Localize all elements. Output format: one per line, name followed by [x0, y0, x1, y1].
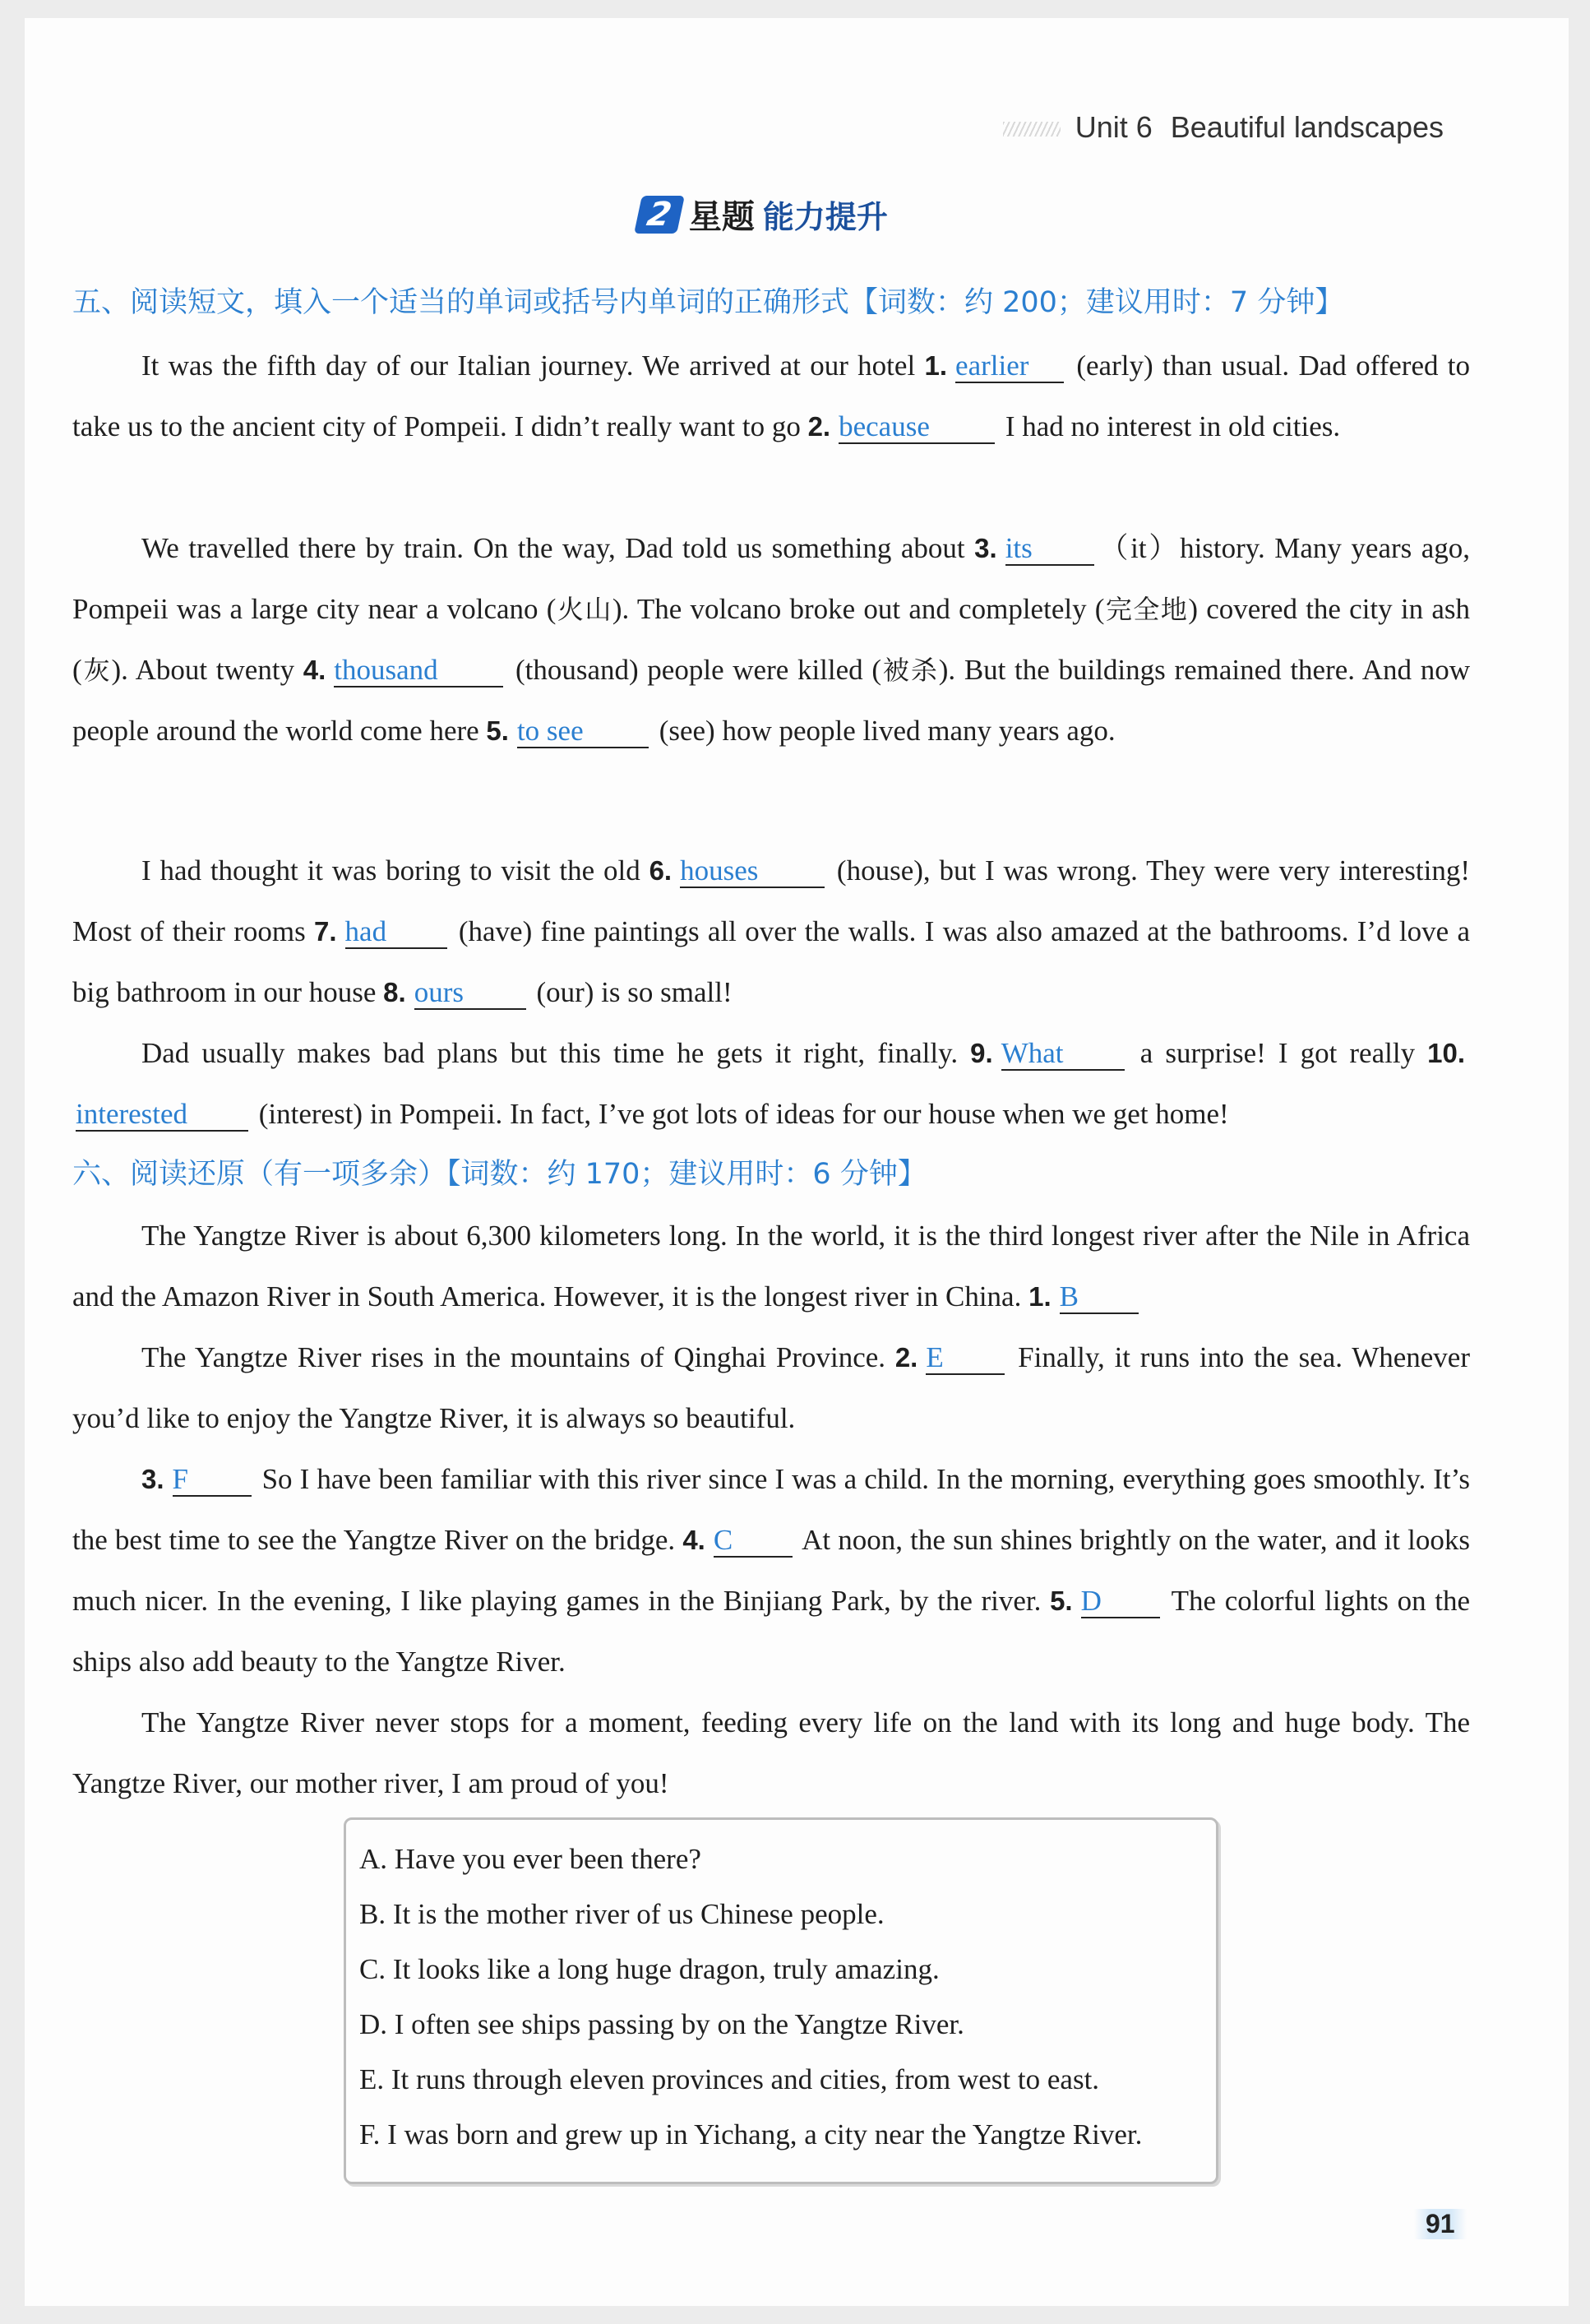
header-unit: Unit 6 [1075, 110, 1153, 144]
answer-blank[interactable]: houses [680, 855, 825, 888]
answer-blank[interactable]: to see [517, 715, 649, 748]
text: (house), but I was wrong. They were very interesting! Most of their rooms [72, 854, 1471, 947]
text: ). About twenty [111, 654, 295, 686]
header-hatch-decoration [1003, 122, 1061, 137]
answer-blank[interactable]: ours [414, 977, 526, 1010]
text: (our) is so small! [536, 976, 733, 1008]
text: (see) how people lived many years ago. [659, 715, 1116, 747]
running-header [1003, 110, 1444, 145]
answer-blank[interactable]: had [345, 916, 447, 949]
section-6-paragraph-4 [72, 1692, 1470, 1814]
blank-number: 5. [1050, 1586, 1073, 1616]
text: At noon, the sun shines brightly on the water, and it looks much nicer. In the evening, I like playing games in the Binjiang Park, by the river. [72, 1524, 1470, 1617]
answer-blank[interactable]: its [1005, 533, 1094, 566]
text: (thousand) people were killed ( [515, 654, 881, 686]
section-5-title: 五、阅读短文，填入一个适当的单词或括号内单词的正确形式【词数：约 200；建议用时：7 分钟】 [72, 286, 1344, 319]
section-6-paragraph-2 [72, 1327, 1470, 1449]
text: ). But the buildings remained there. And now people around the world come here [72, 654, 1470, 747]
text: (early) than usual. Dad offered to take us to the ancient city of Pompeii. I didn’t really want to go [72, 350, 1471, 442]
section-6-title: 六、阅读还原（有一项多余）【词数：约 170；建议用时：6 分钟】 [72, 1158, 927, 1191]
section-5-paragraph-3 [72, 840, 1470, 1023]
option-f: F. I was born and grew up in Yichang, a city near the Yangtze River. [359, 2118, 1143, 2150]
section-5-paragraph-2 [72, 518, 1470, 762]
section-6-paragraph-3 [72, 1449, 1470, 1692]
answer-blank[interactable]: C [714, 1525, 793, 1558]
blank-number: 7. [314, 916, 337, 947]
blank-number: 9. [970, 1038, 993, 1068]
option-d: D. I often see ships passing by on the Yangtze River. [359, 2008, 964, 2040]
blank-number: 3. [974, 533, 997, 563]
option-e: E. It runs through eleven provinces and cities, from west to east. [359, 2063, 1100, 2095]
text: Dad usually makes bad plans but this time he gets it right, finally. [141, 1037, 959, 1069]
difficulty-badge [638, 191, 888, 238]
section-5-paragraph-1 [72, 336, 1470, 457]
chinese-gloss: 完全地 [1104, 594, 1189, 625]
text: So I have been familiar with this river since I was a child. In the morning, everything goes smoothly. It’s the best time to see the Yangtze River on the bridge. [72, 1463, 1470, 1556]
blank-number: 5. [486, 715, 509, 746]
answer-blank[interactable]: What [1001, 1038, 1125, 1071]
blank-number: 1. [924, 350, 948, 381]
text: The Yangtze River never stops for a moment, feeding every life on the land with its long and huge body. The Yangtze River, our mother river, I am proud of you! [72, 1706, 1470, 1799]
options-box [344, 1817, 1218, 2184]
option-c: C. It looks like a long huge dragon, truly amazing. [359, 1953, 940, 1985]
blank-number: 1. [1028, 1281, 1052, 1312]
text: ) covered the city in ash ( [72, 593, 1470, 686]
blank-number: 2. [894, 1342, 918, 1373]
blank-number: 2. [807, 411, 831, 442]
text: ). The volcano broke out and completely ( [612, 593, 1105, 625]
badge-label-ability: 能力提升 [762, 199, 888, 235]
text: (interest) in Pompeii. In fact, I’ve got lots of ideas for our house when we get home! [258, 1098, 1229, 1130]
option-a: A. Have you ever been there? [359, 1843, 701, 1875]
blank-number: 4. [303, 655, 326, 685]
chinese-gloss: 灰 [81, 655, 112, 686]
text: （it）history. Many years ago, Pompeii was a large city near a volcano ( [72, 532, 1471, 625]
answer-blank[interactable]: E [926, 1342, 1005, 1375]
blank-number: 10. [1427, 1038, 1466, 1068]
text: Finally, it runs into the sea. Whenever you’d like to enjoy the Yangtze River, it is always so beautiful. [72, 1341, 1470, 1434]
text: I had no interest in old cities. [1005, 410, 1341, 442]
answer-blank[interactable]: B [1060, 1281, 1139, 1314]
chinese-gloss: 被杀 [881, 655, 939, 686]
answer-blank[interactable]: F [173, 1464, 252, 1497]
text: a surprise! I got really [1139, 1037, 1416, 1069]
text: (have) fine paintings all over the walls. I was also amazed at the bathrooms. I’d love a big bathroom in our house [72, 915, 1470, 1008]
answer-blank[interactable]: earlier [955, 350, 1064, 383]
text: The colorful lights on the ships also add beauty to the Yangtze River. [72, 1585, 1470, 1678]
text: The Yangtze River is about 6,300 kilometers long. In the world, it is the third longest river after the Nile in Africa and the Amazon River in South America. However, it is the longest river in China. [72, 1220, 1470, 1312]
answer-blank[interactable]: D [1081, 1586, 1160, 1618]
workbook-page [25, 18, 1569, 2306]
text: The Yangtze River rises in the mountains of Qinghai Province. [141, 1341, 886, 1373]
answer-blank[interactable]: interested [76, 1099, 248, 1132]
blank-number: 3. [141, 1464, 164, 1494]
section-6-paragraph-1 [72, 1206, 1470, 1327]
page-number: 91 [1414, 2209, 1467, 2239]
option-b: B. It is the mother river of us Chinese people. [359, 1898, 885, 1930]
chinese-gloss: 火山 [556, 594, 612, 625]
text: It was the fifth day of our Italian journey. We arrived at our hotel [141, 350, 916, 382]
star-count-icon: 2 [634, 196, 685, 234]
blank-number: 8. [383, 977, 406, 1007]
text: We travelled there by train. On the way, Dad told us something about [141, 532, 965, 564]
answer-blank[interactable]: thousand [334, 655, 503, 687]
answer-blank[interactable]: because [839, 411, 995, 444]
blank-number: 4. [682, 1525, 705, 1555]
section-5-paragraph-4 [72, 1023, 1470, 1145]
header-title: Beautiful landscapes [1170, 110, 1444, 144]
badge-label-star: 星题 [688, 198, 755, 236]
text: I had thought it was boring to visit the old [141, 854, 640, 887]
blank-number: 6. [649, 855, 673, 886]
